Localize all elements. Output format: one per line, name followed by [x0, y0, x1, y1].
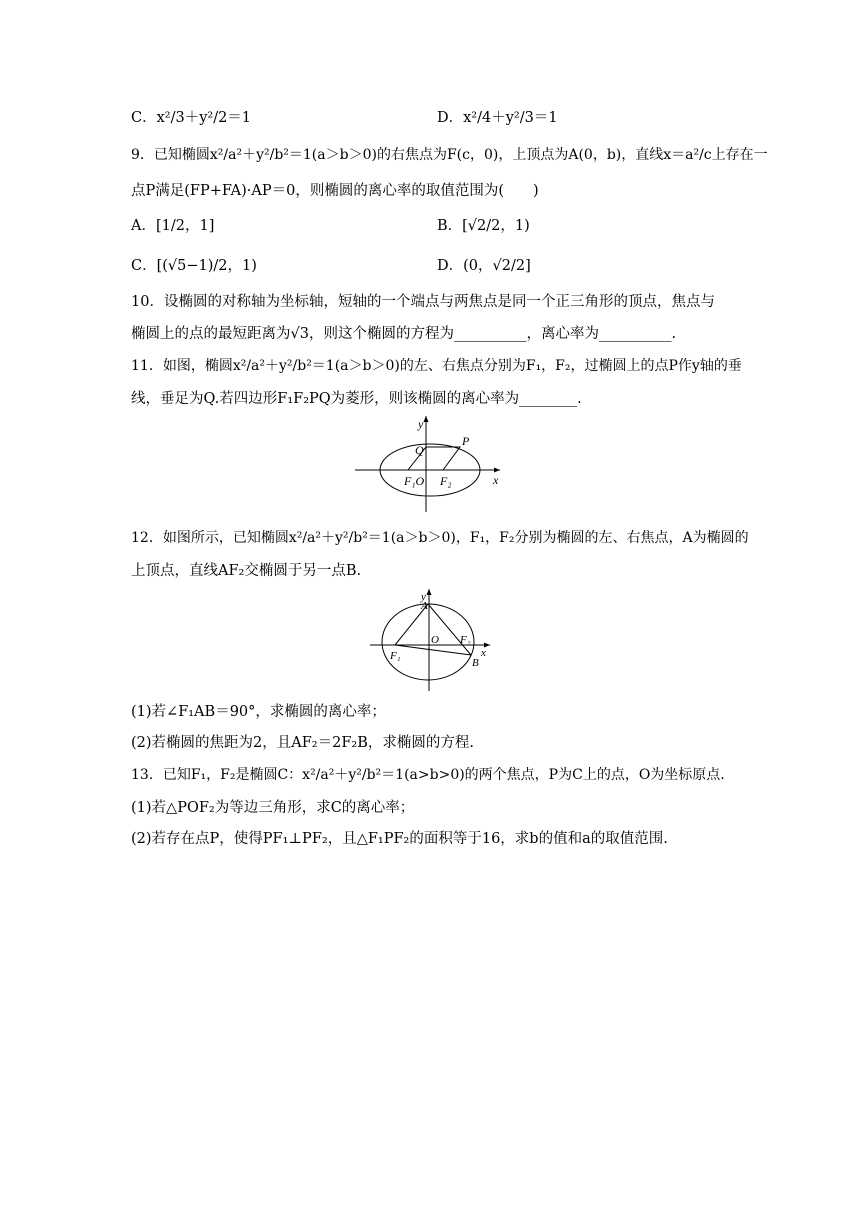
q12-line-2: 上顶点，直线AF₂交椭圆于另一点B.	[131, 563, 362, 579]
q9-line-1: 9．已知椭圆x²/a²＋y²/b²＝1(a＞b＞0)的右焦点为F(c，0)，上顶点为A(0，b)，直线x＝a²/c上存在一	[131, 147, 768, 163]
q12-ellipse-figure	[368, 585, 508, 693]
q12-part-2: (2)若椭圆的焦距为2，且AF₂＝2F₂B，求椭圆的方程.	[131, 735, 474, 751]
fig12-y-label: y	[421, 591, 426, 603]
q11-ellipse-figure	[350, 412, 510, 512]
q10-line-1: 10．设椭圆的对称轴为坐标轴，短轴的一个端点与两焦点是同一个正三角形的顶点，焦点与	[131, 294, 715, 310]
fig12-f2-label: F₂	[460, 634, 471, 646]
q10-line-2: 椭圆上的点的最短距离为√3，则这个椭圆的方程为__________，离心率为__________.	[131, 326, 677, 342]
fig12-a-label: A	[421, 600, 428, 612]
q12-part-1: (1)若∠F₁AB＝90°，求椭圆的离心率；	[131, 704, 386, 720]
q13-part-2: (2)若存在点P，使得PF₁⊥PF₂，且△F₁PF₂的面积等于16，求b的值和a的取值范围.	[131, 831, 668, 847]
fig11-p-label: P	[462, 434, 470, 448]
fig11-x-label: x	[493, 473, 499, 487]
q9-option-d: D．(0，√2/2]	[437, 258, 531, 274]
q8-option-c: C．x²/3＋y²/2＝1	[131, 110, 252, 126]
q11-line-1: 11．如图，椭圆x²/a²＋y²/b²＝1(a＞b＞0)的左、右焦点分别为F₁，F₂，过椭圆上的点P作y轴的垂	[131, 358, 742, 374]
q11-line-2: 线，垂足为Q.若四边形F₁F₂PQ为菱形，则该椭圆的离心率为________.	[131, 391, 582, 407]
fig12-x-label: x	[481, 647, 486, 659]
q9-line-2: 点P满足(FP+FA)·AP＝0，则椭圆的离心率的取值范围为( )	[131, 183, 539, 199]
q13-line-1: 13．已知F₁，F₂是椭圆C：x²/a²＋y²/b²＝1(a>b>0)的两个焦点，P为C上的点，O为坐标原点.	[131, 767, 725, 783]
fig12-o-label: O	[431, 634, 439, 646]
fig12-b-label: B	[472, 657, 479, 669]
q8-option-d: D．x²/4＋y²/3＝1	[437, 110, 558, 126]
fig12-f1-label: F₁	[390, 650, 401, 662]
q9-option-a: A．[1/2，1]	[131, 218, 215, 234]
fig11-f2-label: F₂	[440, 474, 452, 488]
q12-line-1: 12．如图所示，已知椭圆x²/a²＋y²/b²＝1(a＞b＞0)，F₁，F₂分别为椭圆的左、右焦点，A为椭圆的	[131, 530, 749, 546]
q13-part-1: (1)若△POF₂为等边三角形，求C的离心率；	[131, 800, 415, 816]
fig11-f1o-label: F₁O	[404, 474, 425, 488]
fig11-q-label: Q	[415, 443, 424, 457]
q9-option-b: B．[√2/2，1)	[437, 218, 530, 234]
q9-option-c: C．[(√5−1)/2，1)	[131, 258, 257, 274]
fig11-y-label: y	[418, 417, 424, 431]
